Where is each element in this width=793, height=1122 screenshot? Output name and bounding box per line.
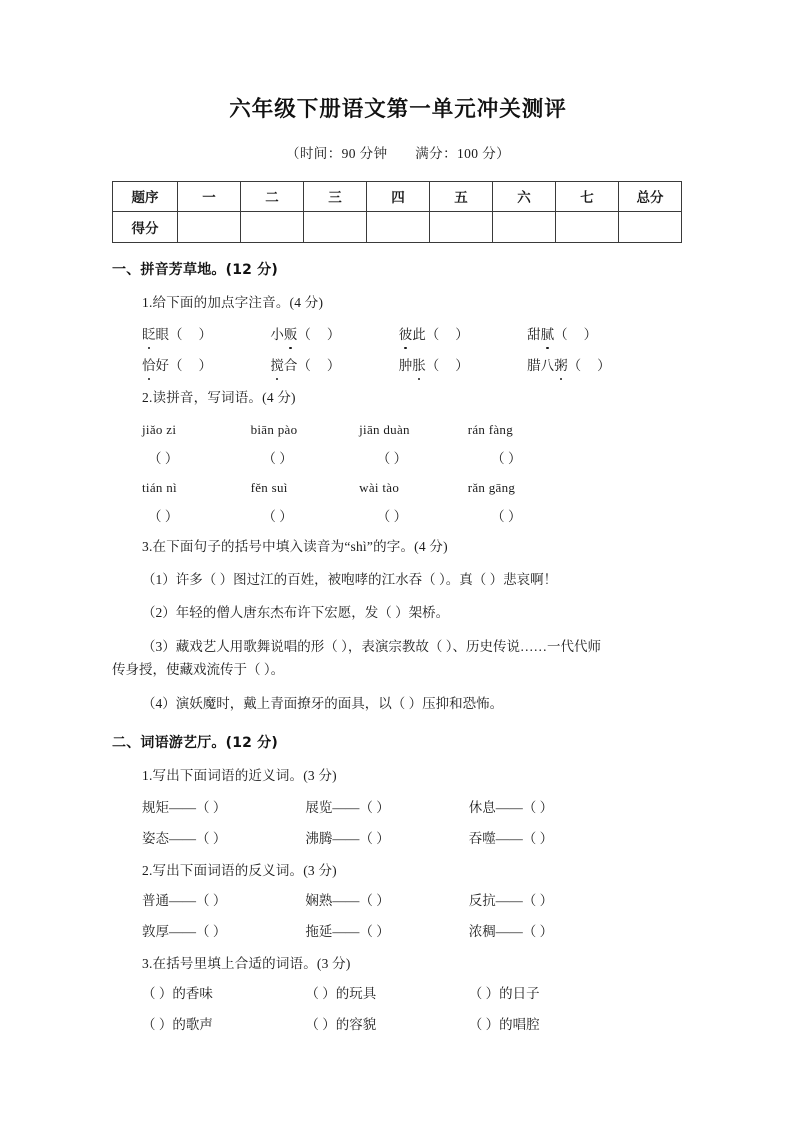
question-1-3-item-3-line-2: 传身授，使藏戏流传于（ ）。 (112, 662, 285, 678)
question-2-2-row-1 (142, 891, 684, 911)
answer-blank-waitao[interactable]: （ ） (376, 509, 408, 525)
answer-blank-tianni[interactable]: （ ） (148, 509, 179, 525)
question-2-2-row-2 (142, 922, 684, 942)
pinyin-rangang: rǎn gāng (467, 480, 516, 496)
score-cell-3[interactable] (304, 211, 367, 242)
question-1-3-stem: 3.在下面句子的括号中填入读音为“shì”的字。(4 分) (142, 539, 448, 555)
question-2-3 (142, 953, 684, 975)
pinyin-jianduan: jiān duàn (359, 422, 410, 438)
table-row-scores (113, 211, 682, 242)
synonym-item-zitai[interactable]: 姿态——（ ） (142, 830, 227, 846)
question-1-3-item-4[interactable]: （4）演妖魔时，戴上青面撩牙的面具，以（ ）压抑和恐怖。 (142, 696, 504, 712)
synonym-item-feiteng[interactable]: 沸腾——（ ） (305, 830, 390, 846)
pinyin-tianni: tián nì (142, 480, 177, 496)
pinyin-bianpao: biān pào (250, 422, 298, 438)
question-1-1 (142, 292, 684, 314)
question-1-3-item-1[interactable]: （1）许多（ ）图过江的百姓，被咆哮的江水吞（ ）。真（ ）悲哀啊！ (142, 571, 558, 587)
answer-blank-ranfang[interactable]: （ ） (491, 451, 522, 467)
question-1-2 (142, 387, 684, 409)
score-table-col-7: 七 (556, 181, 619, 211)
score-cell-5[interactable] (430, 211, 493, 242)
question-1-3-item-2[interactable]: （2）年轻的僧人唐东杰布许下宏愿，发（ ）架桥。 (142, 605, 450, 621)
question-1-2-answer-row-1 (142, 447, 684, 467)
collocation-item-gesheng[interactable]: （ ）的歌声 (142, 1017, 213, 1033)
synonym-item-zhanlan[interactable]: 展览——（ ） (305, 799, 390, 815)
score-table-col-total: 总分 (619, 181, 682, 211)
antonym-item-dunhou[interactable]: 敦厚——（ ） (142, 924, 227, 940)
synonym-item-xiuxi[interactable]: 休息——（ ） (468, 799, 554, 815)
question-2-3-row-1 (142, 984, 684, 1004)
question-2-3-stem: 3.在括号里填上合适的词语。(3 分) (142, 956, 351, 972)
pinyin-item-zhayan[interactable]: 眨眼（ ） (142, 325, 267, 345)
score-table-col-3: 三 (304, 181, 367, 211)
question-1-1-stem: 1.给下面的加点字注音。(4 分) (142, 295, 324, 311)
pinyin-item-zhongzhang[interactable]: 肿胀（ ） (399, 356, 524, 376)
score-table-col-4: 四 (367, 181, 430, 211)
antonym-item-tuoyan[interactable]: 拖延——（ ） (305, 924, 390, 940)
section-two-title: 二、词语游艺厅。(12 分) (112, 734, 278, 751)
section-one-title: 一、拼音芳草地。(12 分) (112, 261, 278, 278)
antonym-item-nongchou[interactable]: 浓稠——（ ） (468, 924, 554, 940)
collocation-item-rizi[interactable]: （ ）的日子 (468, 985, 540, 1001)
pinyin-waitao: wài tào (359, 480, 400, 496)
collocation-item-xiangwei[interactable]: （ ）的香味 (142, 985, 213, 1001)
antonym-item-xianshu[interactable]: 娴熟——（ ） (305, 892, 390, 908)
question-2-1 (142, 765, 684, 787)
question-2-1-row-1 (142, 798, 684, 818)
question-1-3-item-3[interactable] (112, 635, 684, 682)
pinyin-item-xiaofan[interactable]: 小贩（ ） (270, 325, 395, 345)
exam-subtitle: （时间：90 分钟 满分：100 分） (286, 145, 510, 161)
question-1-2-pinyin-row-2 (142, 480, 684, 496)
score-cell-6[interactable] (493, 211, 556, 242)
pinyin-item-tianni[interactable]: 甜腻（ ） (527, 325, 598, 345)
score-cell-1[interactable] (178, 211, 241, 242)
page-title: 六年级下册语文第一单元冲关测评 (229, 97, 567, 122)
page-content (112, 0, 684, 1035)
question-2-1-row-2 (142, 829, 684, 849)
table-row-headers (113, 181, 682, 211)
answer-blank-jianduan[interactable]: （ ） (376, 451, 408, 467)
score-cell-7[interactable] (556, 211, 619, 242)
answer-blank-jiaozi[interactable]: （ ） (148, 451, 179, 467)
pinyin-item-jiaohe[interactable]: 搅合（ ） (270, 356, 395, 376)
collocation-item-changqiang[interactable]: （ ）的唱腔 (468, 1017, 540, 1033)
score-cell-total[interactable] (619, 211, 682, 242)
answer-blank-bianpao[interactable]: （ ） (262, 451, 293, 467)
score-table-col-1: 一 (178, 181, 241, 211)
pinyin-item-qiahao[interactable]: 恰好（ ） (142, 356, 267, 376)
antonym-item-putong[interactable]: 普通——（ ） (142, 892, 227, 908)
pinyin-item-labazhou[interactable]: 腊八粥（ ） (527, 356, 611, 376)
question-2-2-stem: 2.写出下面词语的反义词。(3 分) (142, 863, 337, 879)
score-cell-4[interactable] (367, 211, 430, 242)
question-2-1-stem: 1.写出下面词语的近义词。(3 分) (142, 768, 337, 784)
score-table-col-2: 二 (241, 181, 304, 211)
score-table-row-label-score: 得分 (113, 211, 178, 242)
section-one (112, 259, 684, 716)
question-2-2 (142, 860, 684, 882)
pinyin-item-bici[interactable]: 彼此（ ） (399, 325, 524, 345)
question-1-3-item-3-line-1: （3）藏戏艺人用歌舞说唱的形（ ），表演宗教故（ ）、历史传说……一代代师 (142, 638, 601, 654)
question-1-2-stem: 2.读拼音，写词语。(4 分) (142, 390, 296, 406)
pinyin-jiaozi: jiǎo zi (142, 422, 177, 438)
pinyin-fensui: fěn suì (250, 480, 288, 496)
pinyin-ranfang: rán fàng (467, 422, 514, 438)
question-1-2-pinyin-row-1 (142, 422, 684, 438)
score-table (112, 181, 682, 243)
score-table-col-5: 五 (430, 181, 493, 211)
answer-blank-fensui[interactable]: （ ） (262, 509, 293, 525)
synonym-item-tunshi[interactable]: 吞噬——（ ） (468, 830, 554, 846)
question-1-2-answer-row-2 (142, 505, 684, 525)
score-table-col-6: 六 (493, 181, 556, 211)
score-cell-2[interactable] (241, 211, 304, 242)
synonym-item-guiju[interactable]: 规矩——（ ） (142, 799, 227, 815)
collocation-item-wanju[interactable]: （ ）的玩具 (305, 985, 377, 1001)
question-1-1-row-1 (142, 325, 684, 345)
collocation-item-rongmao[interactable]: （ ）的容貌 (305, 1017, 377, 1033)
antonym-item-fankang[interactable]: 反抗——（ ） (468, 892, 554, 908)
answer-blank-rangang[interactable]: （ ） (491, 509, 522, 525)
question-1-1-row-2 (142, 356, 684, 376)
score-table-row-label-index: 题序 (113, 181, 178, 211)
section-two (112, 732, 684, 1036)
question-1-3 (142, 536, 684, 558)
question-2-3-row-2 (142, 1015, 684, 1035)
